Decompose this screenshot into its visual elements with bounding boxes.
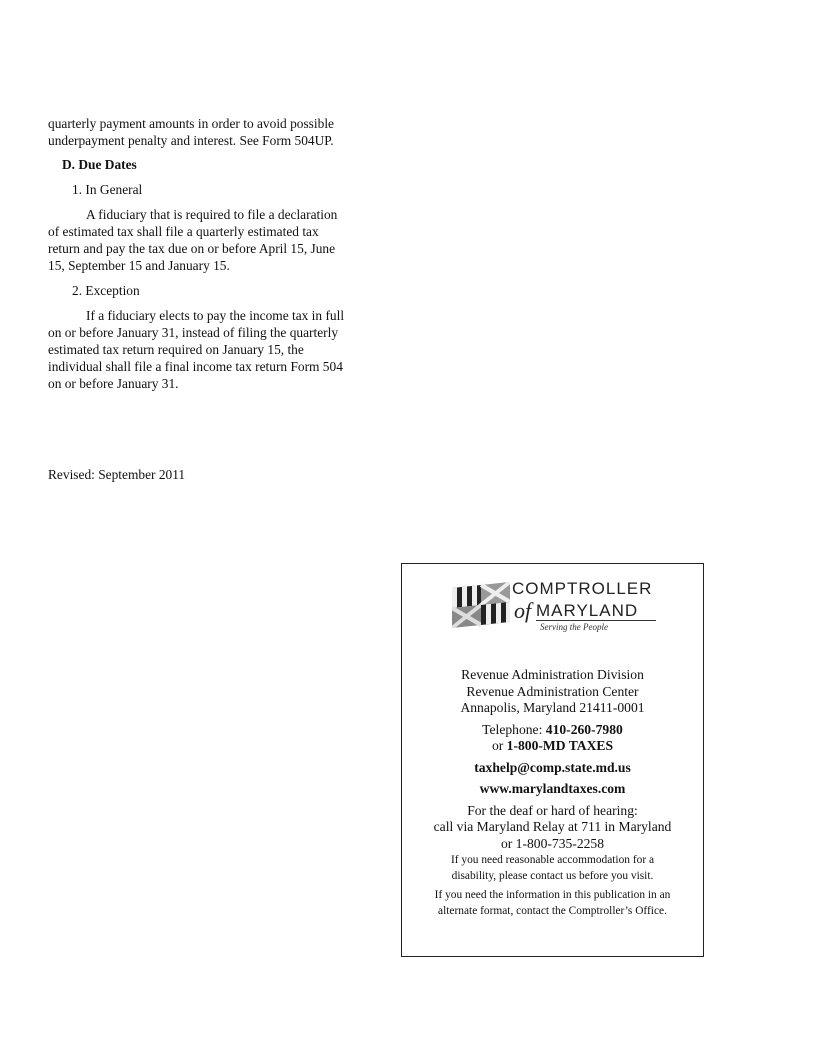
mailing-address: Annapolis, Maryland 21411-0001 xyxy=(460,700,645,715)
logo-comptroller-text: COMPTROLLER xyxy=(512,579,653,598)
subheading-in-general: 1. In General xyxy=(72,182,143,197)
center-name: Revenue Administration Center xyxy=(466,683,639,699)
accommodation-line-1: If you need reasonable accommodation for a xyxy=(450,854,655,866)
tollfree-number: 1-800-MD TAXES xyxy=(506,738,614,753)
deaf-line-3: or 1-800-735-2258 xyxy=(500,835,605,851)
division-name: Revenue Administration Division xyxy=(461,667,644,682)
exception-paragraph: If a fiduciary elects to pay the income tax in full on or before January 31, instead of filing the quarterly estimated tax return required on January 15, the individual shall file a final income tax return Form 504 on or before January 31. xyxy=(48,308,345,391)
contact-box xyxy=(401,563,704,957)
alternate-format-line-1: If you need the information in this publication in an xyxy=(434,889,671,901)
logo-of-text: of xyxy=(514,598,532,623)
body-column xyxy=(48,115,348,400)
logo-maryland-text: MARYLAND xyxy=(536,601,639,620)
tollfree-line: or 1-800-MD TAXES xyxy=(491,738,614,753)
logo-tagline: Serving the People xyxy=(540,622,608,632)
maryland-flag-icon xyxy=(452,582,510,628)
comptroller-logo xyxy=(452,578,662,640)
alternate-format-line-2: alternate format, contact the Comptroller’s Office. xyxy=(438,905,667,917)
telephone-line: Telephone: 410-260-7980 xyxy=(482,721,623,737)
email-link[interactable]: taxhelp@comp.state.md.us xyxy=(474,759,631,775)
deaf-line-1: For the deaf or hard of hearing: xyxy=(467,802,638,818)
contact-details xyxy=(402,667,703,919)
in-general-paragraph: A fiduciary that is required to file a declaration of estimated tax shall file a quarterly estimated tax return and pay the tax due on or before April 15, June 15, September 15 and January 15. xyxy=(48,207,338,273)
logo-divider xyxy=(536,620,656,621)
continuation-paragraph: quarterly payment amounts in order to avoid possible underpayment penalty and interest. See Form 504UP. xyxy=(48,116,334,148)
telephone-number: 410-260-7980 xyxy=(545,721,623,737)
section-heading-due-dates: D. Due Dates xyxy=(62,157,137,172)
deaf-line-2: call via Maryland Relay at 711 in Maryland xyxy=(433,819,672,834)
accommodation-line-2: disability, please contact us before you visit. xyxy=(451,870,654,882)
revised-date: Revised: September 2011 xyxy=(48,467,186,482)
website-link[interactable]: www.marylandtaxes.com xyxy=(479,781,626,796)
subheading-exception: 2. Exception xyxy=(72,283,140,298)
